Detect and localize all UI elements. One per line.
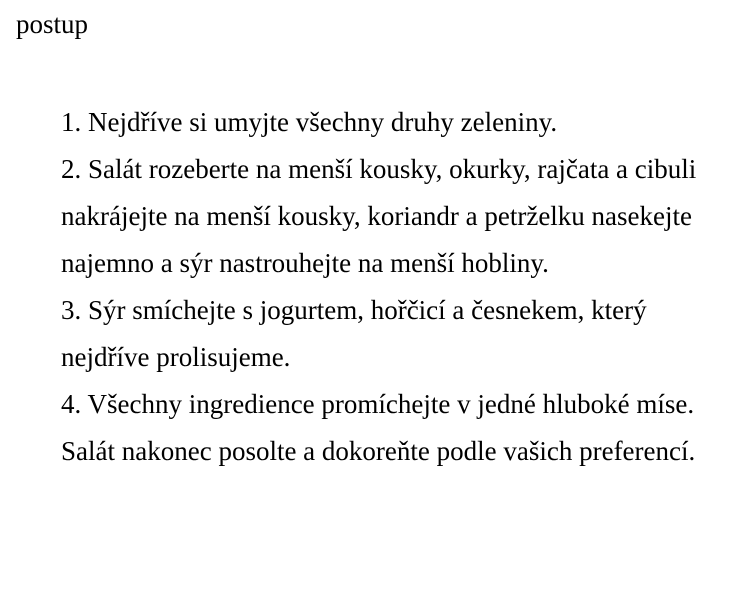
procedure-step-4: 4. Všechny ingredience promíchejte v jedné hluboké míse. Salát nakonec posolte a dokoreňte podle vašich preferencí. [61,389,696,466]
recipe-procedure-heading: postup [16,9,89,39]
procedure-step-1: 1. Nejdříve si umyjte všechny druhy zeleniny. [61,107,558,137]
procedure-step-3: 3. Sýr smíchejte s jogurtem, hořčicí a česnekem, který nejdříve prolisujeme. [61,295,647,372]
procedure-steps-list [61,99,731,475]
procedure-step-2: 2. Salát rozeberte na menší kousky, okurky, rajčata a cibuli nakrájejte na menší kousky, koriandr a petrželku nasekejte najemno a sýr nastrouhejte na menší hobliny. [61,154,697,278]
